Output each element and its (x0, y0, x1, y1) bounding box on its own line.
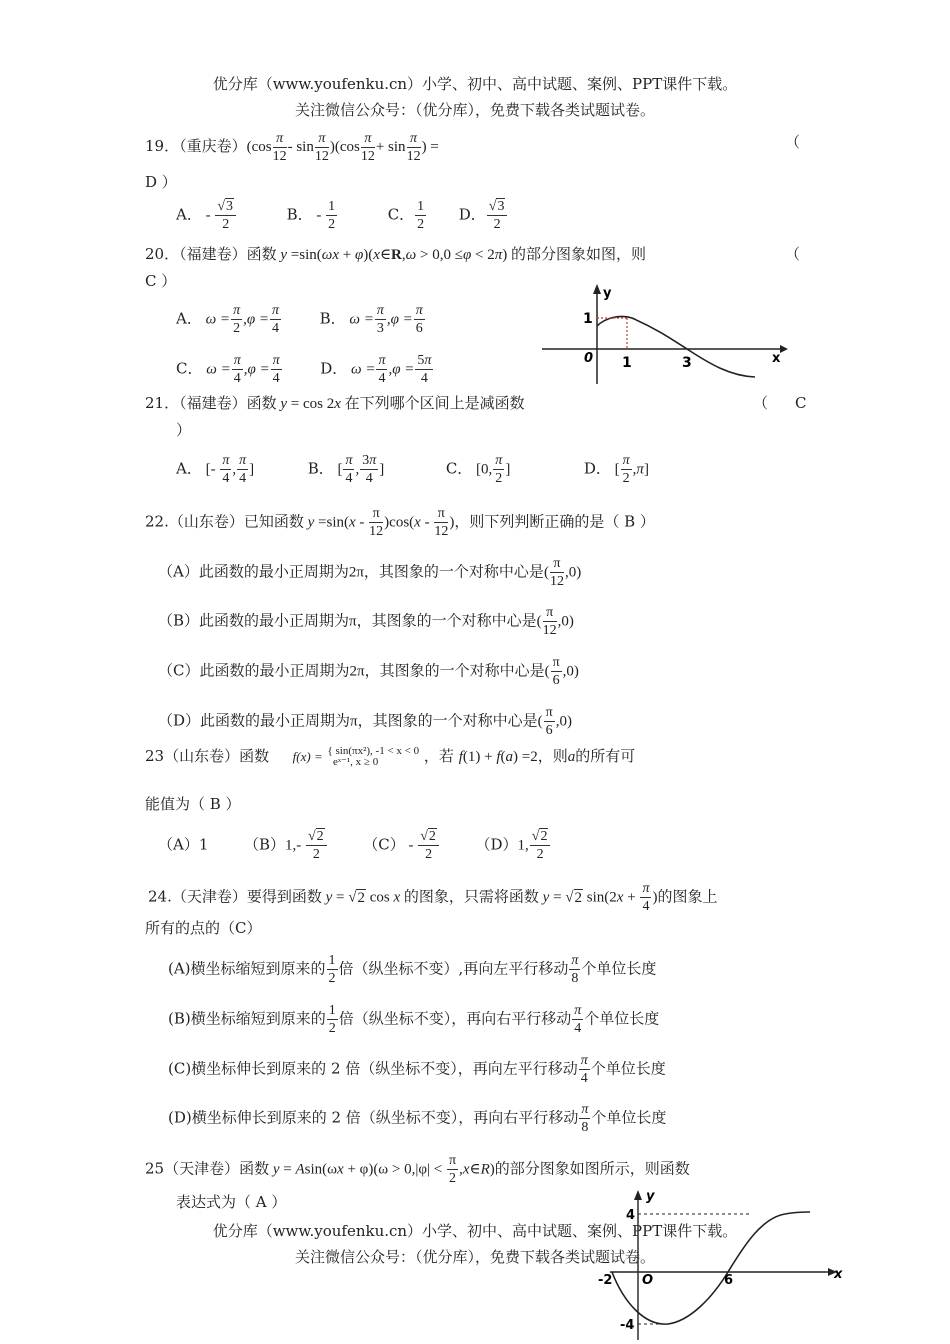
header-line-2: 关注微信公众号：（优分库），免费下载各类试题试卷。 (294, 101, 655, 119)
q20-paren: （ (785, 245, 801, 263)
q22-stem: 22.（山东卷）已知函数 y =sin(x - $\frac{\pi}{12}$ )cos(x - $\frac{\pi}{12}$ )，则下列判断正确的是（ B ） (145, 506, 655, 539)
q20-options-row2: C． ω = $\frac{\pi}{4}$ ,φ = $\frac{\pi}{4}$ D． ω = $\frac{\pi}{4}$ ,φ = $\frac{5\pi}{4}$ (176, 353, 432, 386)
q19-paren: （ (785, 133, 801, 151)
q22-option-b: （B）此函数的最小正周期为π，其图象的一个对称中心是( $\frac{\pi}{12}$ ,0) (158, 605, 574, 638)
q25-origin-label: O (642, 1273, 654, 1288)
q25-top-label: 4 (626, 1208, 636, 1223)
q21-close: ） (176, 421, 192, 439)
q21-paren: （ (753, 394, 769, 412)
q25-stem: 25（天津卷）函数 y = Asin(ωx + φ)(ω > 0,|φ| < $\frac{\pi}{2}$ ,x∈R)的部分图象如图所示，则函数 (145, 1153, 690, 1186)
q24-option-d: (D)横坐标伸长到原来的 2 倍（纵坐标不变），再向右平行移动 $\frac{\pi}{8}$ 个单位长度 (168, 1102, 667, 1135)
q25-right-label: 6 (724, 1273, 734, 1288)
q25-y-arrow (634, 1190, 642, 1200)
q20-stem: 20．（福建卷）函数 y =sin(ωx + φ)(x∈R,ω > 0,0 ≤φ < 2π) 的部分图象如图，则 (145, 245, 646, 263)
q20-y-arrow (593, 284, 601, 294)
footer-line-2: 关注微信公众号：（优分库），免费下载各类试题试卷。 (294, 1248, 655, 1266)
q19-options: A． - $\frac{√3}{2}$ B． - $\frac{1}{2}$ C． $\frac{1}{2}$ D． $\frac{√3}{2}$ (176, 198, 508, 233)
q23-line2: 能值为（ B ） (145, 795, 241, 813)
q24-option-c: (C)横坐标伸长到原来的 2 倍（纵坐标不变），再向左平行移动 $\frac{\pi}{4}$ 个单位长度 (168, 1053, 666, 1086)
q20-answer: C ） (145, 272, 177, 290)
header-line-1: 优分库（www.youfenku.cn）小学、初中、高中试题、案例、PPT课件下载。 (212, 75, 738, 93)
q20-x-arrow (780, 345, 788, 353)
q20-y-label: y (603, 286, 612, 301)
q20-graph (540, 280, 790, 390)
q19-stem: 19．（重庆卷）(cos $\frac{\pi}{12}$ - sin $\frac{\pi}{12}$ )(cos $\frac{\pi}{12}$ + sin $\frac{\pi}{12}$ ) = (145, 131, 439, 164)
q22-option-c: （C）此函数的最小正周期为2π，其图象的一个对称中心是( $\frac{\pi}{6}$ ,0) (158, 655, 579, 688)
q25-y-label: y (646, 1189, 655, 1204)
q21-answer: C (795, 394, 807, 412)
q25-line2: 表达式为（ A ） (176, 1193, 287, 1211)
q20-options-row1: A． ω = $\frac{\pi}{2}$ ,φ = $\frac{\pi}{4}$ B． ω = $\frac{\pi}{3}$ ,φ = $\frac{\pi}{6}$ (176, 303, 423, 336)
q24-option-a: (A)横坐标缩短到原来的 $\frac{1}{2}$ 倍（纵坐标不变）,再向左平行移动 $\frac{\pi}{8}$ 个单位长度 (168, 953, 657, 986)
q23-options: （A）1 （B）1,- $\frac{√2}{2}$ （C） - $\frac{√2}{2}$ （D）1, $\frac{√2}{2}$ (158, 828, 551, 863)
q22-option-a: （A）此函数的最小正周期为2π，其图象的一个对称中心是( $\frac{\pi}{12}$ ,0) (158, 556, 582, 589)
q20-x-label: x (772, 351, 781, 366)
q19-answer: D ） (145, 173, 177, 191)
q20-x-tick-3: 3 (682, 355, 692, 371)
q25-x-label: x (834, 1267, 843, 1282)
q24-line2: 所有的点的（C） (145, 919, 262, 937)
q21-options: A． [- $\frac{\pi}{4}$ , $\frac{\pi}{4}$ ] B． [ $\frac{\pi}{4}$ , $\frac{3\pi}{4}$ ] C． [0, $\frac{\pi}{2}$ ] D． [ $\frac{\pi}{2}$ ,π] (176, 453, 649, 486)
q20-curve (597, 316, 755, 377)
q20-x-tick-1: 1 (622, 355, 632, 371)
q20-origin-label: 0 (584, 351, 594, 366)
q24-stem: 24.（天津卷）要得到函数 y = √2 cos x 的图象，只需将函数 y = √2 sin(2x + $\frac{\pi}{4}$ )的图象上 (148, 881, 718, 914)
q21-stem: 21．（福建卷）函数 y = cos 2x 在下列哪个区间上是减函数 (145, 394, 525, 412)
q20-y-tick-1: 1 (583, 311, 593, 327)
q25-left-label: -2 (598, 1273, 613, 1288)
q25-bottom-label: -4 (620, 1318, 635, 1333)
q24-option-b: (B)横坐标缩短到原来的 $\frac{1}{2}$ 倍（纵坐标不变），再向右平行移动 $\frac{\pi}{4}$ 个单位长度 (168, 1003, 660, 1036)
footer-line-1: 优分库（www.youfenku.cn）小学、初中、高中试题、案例、PPT课件下载。 (212, 1222, 738, 1240)
q22-option-d: （D）此函数的最小正周期为π，其图象的一个对称中心是( $\frac{\pi}{6}$ ,0) (158, 705, 572, 738)
q23-stem: 23（山东卷）函数 f(x) = { sin(πx²), -1 < x < 0 eˣ⁻¹, x ≥ 0 ，若 f(1) + f(a) =2，则a的所有可 (145, 745, 636, 768)
